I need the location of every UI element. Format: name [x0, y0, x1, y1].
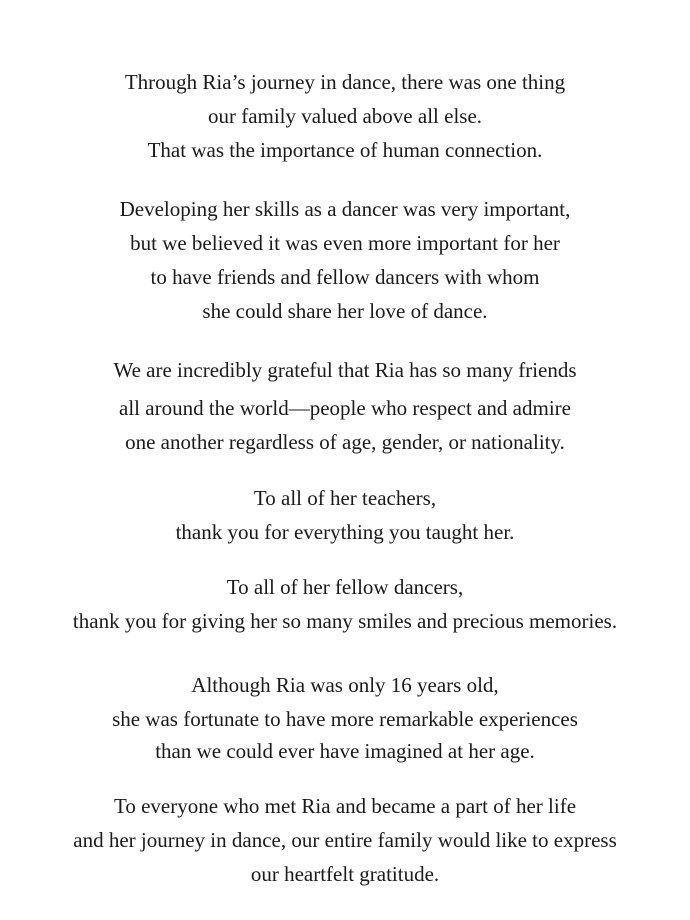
- paragraph-2-line-4: she could share her love of dance.: [202, 299, 488, 323]
- paragraph-5-line-2: thank you for giving her so many smiles and precious memories.: [72, 609, 618, 633]
- paragraph-7-line-2: and her journey in dance, our entire family would like to express: [73, 828, 617, 852]
- paragraph-1-line-1: Through Ria’s journey in dance, there was one thing: [124, 70, 566, 94]
- paragraph-6-line-1: Although Ria was only 16 years old,: [191, 673, 499, 697]
- paragraph-5-line-1: To all of her fellow dancers,: [226, 575, 464, 599]
- paragraph-3-line-3: one another regardless of age, gender, or nationality.: [125, 430, 565, 454]
- paragraph-2-line-2: but we believed it was even more important for her: [130, 231, 560, 255]
- paragraph-1-line-2: our family valued above all else.: [207, 104, 483, 128]
- paragraph-2-line-3: to have friends and fellow dancers with whom: [150, 265, 540, 289]
- paragraph-2-line-1: Developing her skills as a dancer was very important,: [119, 197, 571, 221]
- paragraph-7-line-1: To everyone who met Ria and became a part of her life: [113, 794, 577, 818]
- paragraph-4-line-1: To all of her teachers,: [253, 486, 437, 510]
- paragraph-1-line-3: That was the importance of human connection.: [147, 138, 543, 162]
- paragraph-3-line-2: all around the world—people who respect and admire: [119, 396, 571, 420]
- paragraph-7-line-3: our heartfelt gratitude.: [250, 862, 440, 886]
- paragraph-6-line-2: she was fortunate to have more remarkable experiences: [112, 707, 578, 731]
- paragraph-4-line-2: thank you for everything you taught her.: [175, 520, 515, 544]
- paragraph-6-line-3: than we could ever have imagined at her age.: [155, 739, 535, 763]
- paragraph-3-line-1: We are incredibly grateful that Ria has so many friends: [113, 358, 577, 382]
